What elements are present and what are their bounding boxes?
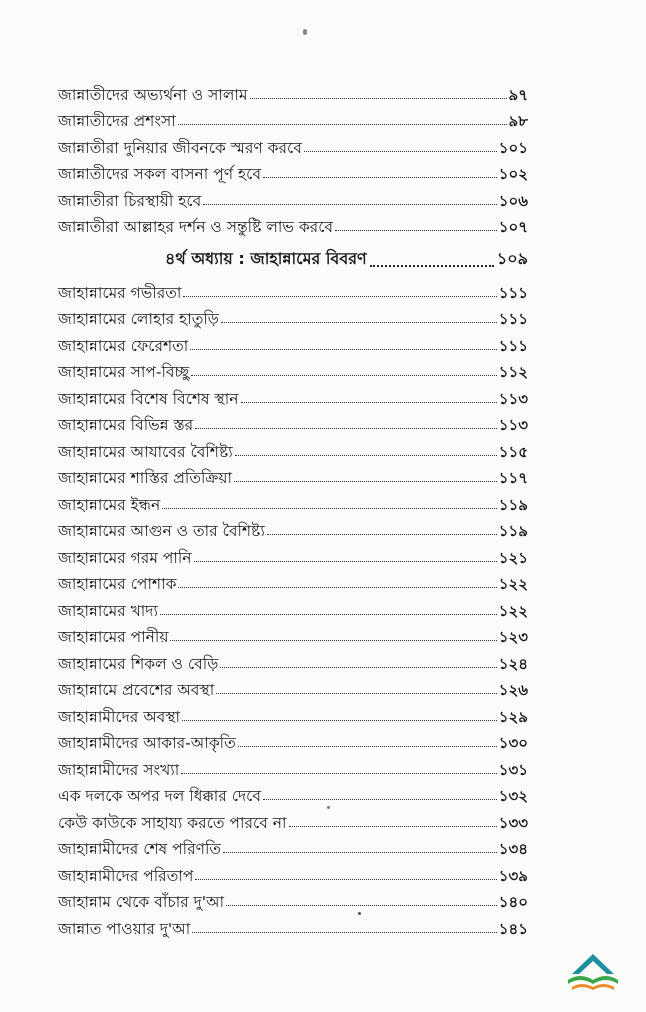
- toc-entry-title: জাহান্নামের বিভিন্ন স্তর: [58, 416, 194, 434]
- chapter-title: ৪র্থ অধ্যায় : জাহান্নামের বিবরণ: [165, 249, 367, 268]
- toc-entry-page: ১৪০: [498, 893, 528, 911]
- leader-dots: [162, 508, 497, 509]
- toc-entry[interactable]: [58, 833, 528, 860]
- chapter-heading[interactable]: [165, 246, 528, 273]
- leader-dots: [170, 640, 496, 641]
- chapter-page: ১০৯: [496, 249, 528, 268]
- toc-entry-page: ১১৩: [498, 389, 528, 408]
- leader-dots: [178, 587, 496, 588]
- leader-dots: [190, 349, 496, 350]
- toc-entry[interactable]: [58, 329, 528, 356]
- toc-entry-title: জান্নাতীরা দুনিয়ার জীবনকে স্মরণ করবে: [58, 138, 302, 157]
- toc-entry-page: ১০১: [498, 138, 528, 157]
- toc-entry-page: ১১১: [498, 283, 528, 302]
- toc-entry-title: জাহান্নাম থেকে বাঁচার দু'আ: [58, 893, 225, 911]
- toc-entry-title: জাহান্নামের ফেরেশতা: [58, 336, 189, 355]
- page-speck: [303, 29, 307, 35]
- toc-entry-page: ৯৭: [508, 85, 528, 104]
- leader-dots: [191, 375, 497, 376]
- toc-entry[interactable]: [58, 488, 528, 515]
- toc-group-hell: [58, 276, 528, 939]
- toc-entry-title: জাহান্নামের গরম পানি: [58, 548, 192, 567]
- leader-dots: [221, 322, 497, 323]
- toc-entry[interactable]: [58, 886, 528, 913]
- toc-entry-page: ১৩৪: [498, 840, 528, 858]
- toc-entry-page: ১১৯: [498, 522, 528, 540]
- toc-entry-title: জাহান্নামের পানীয়: [58, 628, 169, 646]
- page-speck: [327, 806, 330, 809]
- toc-entry-title: জাহান্নামীদের আকার-আকৃতি: [58, 734, 236, 752]
- toc-entry-page: ১৪১: [498, 919, 528, 938]
- toc-entry[interactable]: [58, 356, 528, 383]
- leader-dots: [267, 534, 497, 535]
- leader-dots: [235, 455, 497, 456]
- leader-dots: [335, 230, 497, 231]
- leader-dots: [160, 614, 497, 615]
- toc-entry-title: জাহান্নামের পোশাক: [58, 575, 177, 593]
- toc-entry-page: ১০৭: [498, 218, 528, 236]
- toc-entry[interactable]: [58, 303, 528, 330]
- toc-entry-page: ১২২: [498, 601, 528, 620]
- toc-entry-title: জান্নাতীদের সকল বাসনা পূর্ণ হবে: [58, 165, 262, 183]
- leader-dots: [250, 98, 507, 99]
- leader-dots: [238, 746, 497, 747]
- toc-entry[interactable]: [58, 674, 528, 701]
- leader-dots: [241, 402, 497, 403]
- toc-entry-page: ১২৬: [498, 681, 528, 699]
- toc-entry-page: ১৩১: [498, 760, 528, 779]
- toc-entry-title: জাহান্নামের শাস্তির প্রতিক্রিয়া: [58, 469, 232, 487]
- toc-entry[interactable]: [58, 131, 528, 158]
- leader-dots: [192, 932, 497, 933]
- leader-dots: [181, 773, 496, 774]
- toc-entry[interactable]: [58, 700, 528, 727]
- toc-entry-title: জাহান্নামের শিকল ও বেড়ি: [58, 654, 219, 673]
- toc-entry-title: এক দলকে অপর দল ধিক্কার দেবে: [58, 787, 262, 805]
- toc-entry-page: ১৩২: [498, 787, 528, 805]
- toc-entry-page: ১২১: [498, 548, 528, 567]
- toc-entry[interactable]: [58, 515, 528, 542]
- leader-dots: [178, 124, 507, 125]
- toc-entry-title: কেউ কাউকে সাহায্য করতে পারবে না: [58, 813, 287, 832]
- toc-entry[interactable]: [58, 276, 528, 303]
- toc-entry-page: ১২৯: [498, 707, 528, 726]
- toc-entry-title: জান্নাতীরা আল্লাহর দর্শন ও সন্তুষ্টি লাভ করবে: [58, 218, 334, 236]
- toc-entry[interactable]: [58, 594, 528, 621]
- page-speck: [358, 912, 361, 915]
- toc-entry-page: ৯৮: [508, 112, 528, 130]
- toc-entry-title: জান্নাতীরা চিরস্থায়ী হবে: [58, 191, 202, 210]
- toc-entry[interactable]: [58, 435, 528, 462]
- toc-entry-title: জাহান্নামের আগুন ও তার বৈশিষ্ট্য: [58, 522, 265, 540]
- toc-entry[interactable]: [58, 568, 528, 595]
- toc-entry-page: ১১১: [498, 310, 528, 328]
- toc-entry-page: ১২৪: [498, 654, 528, 673]
- leader-dots: [226, 905, 497, 906]
- toc-entry[interactable]: [58, 211, 528, 238]
- toc-entry-page: ১১৭: [498, 469, 528, 487]
- toc-entry-page: ১১৯: [498, 495, 528, 514]
- toc-entry-title: জাহান্নামের গভীরতা: [58, 283, 182, 302]
- toc-entry-title: জান্নাত পাওয়ার দু'আ: [58, 919, 191, 938]
- toc-entry-title: জাহান্নামের বিশেষ বিশেষ স্থান: [58, 389, 239, 408]
- toc-entry[interactable]: [58, 105, 528, 132]
- leader-dots: [195, 428, 497, 429]
- toc-entry-page: ১১১: [498, 336, 528, 355]
- toc-entry-title: জাহান্নামের সাপ-বিচ্ছু: [58, 363, 190, 381]
- leader-dots: [370, 265, 494, 267]
- toc-entry[interactable]: [58, 647, 528, 674]
- toc-entry-title: জাহান্নামীদের পরিতাপ: [58, 866, 194, 885]
- toc-entry-page: ১১৫: [498, 442, 528, 461]
- leader-dots: [182, 720, 497, 721]
- toc-entry-page: ১২৩: [498, 628, 528, 646]
- toc-entry-page: ১০৬: [498, 191, 528, 210]
- toc-entry-title: জাহান্নামের ইন্ধন: [58, 495, 161, 514]
- leader-dots: [263, 177, 497, 178]
- toc-entry-title: জাহান্নামীদের সংখ্যা: [58, 760, 180, 779]
- toc-entry-page: ১১৩: [498, 416, 528, 434]
- toc-group-paradise: [58, 78, 528, 237]
- leader-dots: [234, 481, 497, 482]
- leader-dots: [220, 667, 496, 668]
- toc-entry-title: জান্নাতীদের প্রশংসা: [58, 112, 176, 130]
- leader-dots: [304, 151, 497, 152]
- toc-entry-page: ১৩০: [498, 734, 528, 752]
- toc-entry-title: জাহান্নামের লোহার হাতুড়ি: [58, 310, 219, 328]
- toc-entry-title: জাহান্নামের আযাবের বৈশিষ্ট্য: [58, 442, 233, 461]
- toc-entry[interactable]: [58, 780, 528, 807]
- toc-entry[interactable]: [58, 78, 528, 105]
- toc-entry-title: জাহান্নামে প্রবেশের অবস্থা: [58, 681, 215, 699]
- toc-entry-title: জাহান্নামের খাদ্য: [58, 601, 158, 620]
- toc-entry[interactable]: [58, 727, 528, 754]
- toc-entry[interactable]: [58, 462, 528, 489]
- leader-dots: [203, 204, 496, 205]
- toc-entry-title: জাহান্নামীদের শেষ পরিণতি: [58, 840, 222, 858]
- toc-entry-page: ১৩৩: [498, 813, 528, 832]
- toc-entry[interactable]: [58, 859, 528, 886]
- leader-dots: [263, 799, 497, 800]
- toc-entry-title: জাহান্নামীদের অবস্থা: [58, 707, 181, 726]
- toc-entry[interactable]: [58, 409, 528, 436]
- toc-entry[interactable]: [58, 912, 528, 939]
- toc-entry-page: ১০২: [498, 165, 528, 183]
- toc-entry-title: জান্নাতীদের অভ্যর্থনা ও সালাম: [58, 85, 248, 104]
- leader-dots: [289, 826, 497, 827]
- toc-entry-page: ১২২: [498, 575, 528, 593]
- toc-entry[interactable]: [58, 541, 528, 568]
- toc-entry[interactable]: [58, 806, 528, 833]
- leader-dots: [223, 852, 497, 853]
- publisher-logo-icon: [560, 944, 626, 998]
- leader-dots: [195, 879, 496, 880]
- toc-entry-page: ১৩৯: [498, 866, 528, 885]
- toc-entry[interactable]: [58, 621, 528, 648]
- leader-dots: [194, 561, 497, 562]
- toc-entry[interactable]: [58, 184, 528, 211]
- toc-entry-page: ১১২: [498, 363, 528, 381]
- toc-entry[interactable]: [58, 753, 528, 780]
- toc-entry[interactable]: [58, 382, 528, 409]
- leader-dots: [183, 296, 496, 297]
- toc-entry[interactable]: [58, 158, 528, 185]
- leader-dots: [216, 693, 497, 694]
